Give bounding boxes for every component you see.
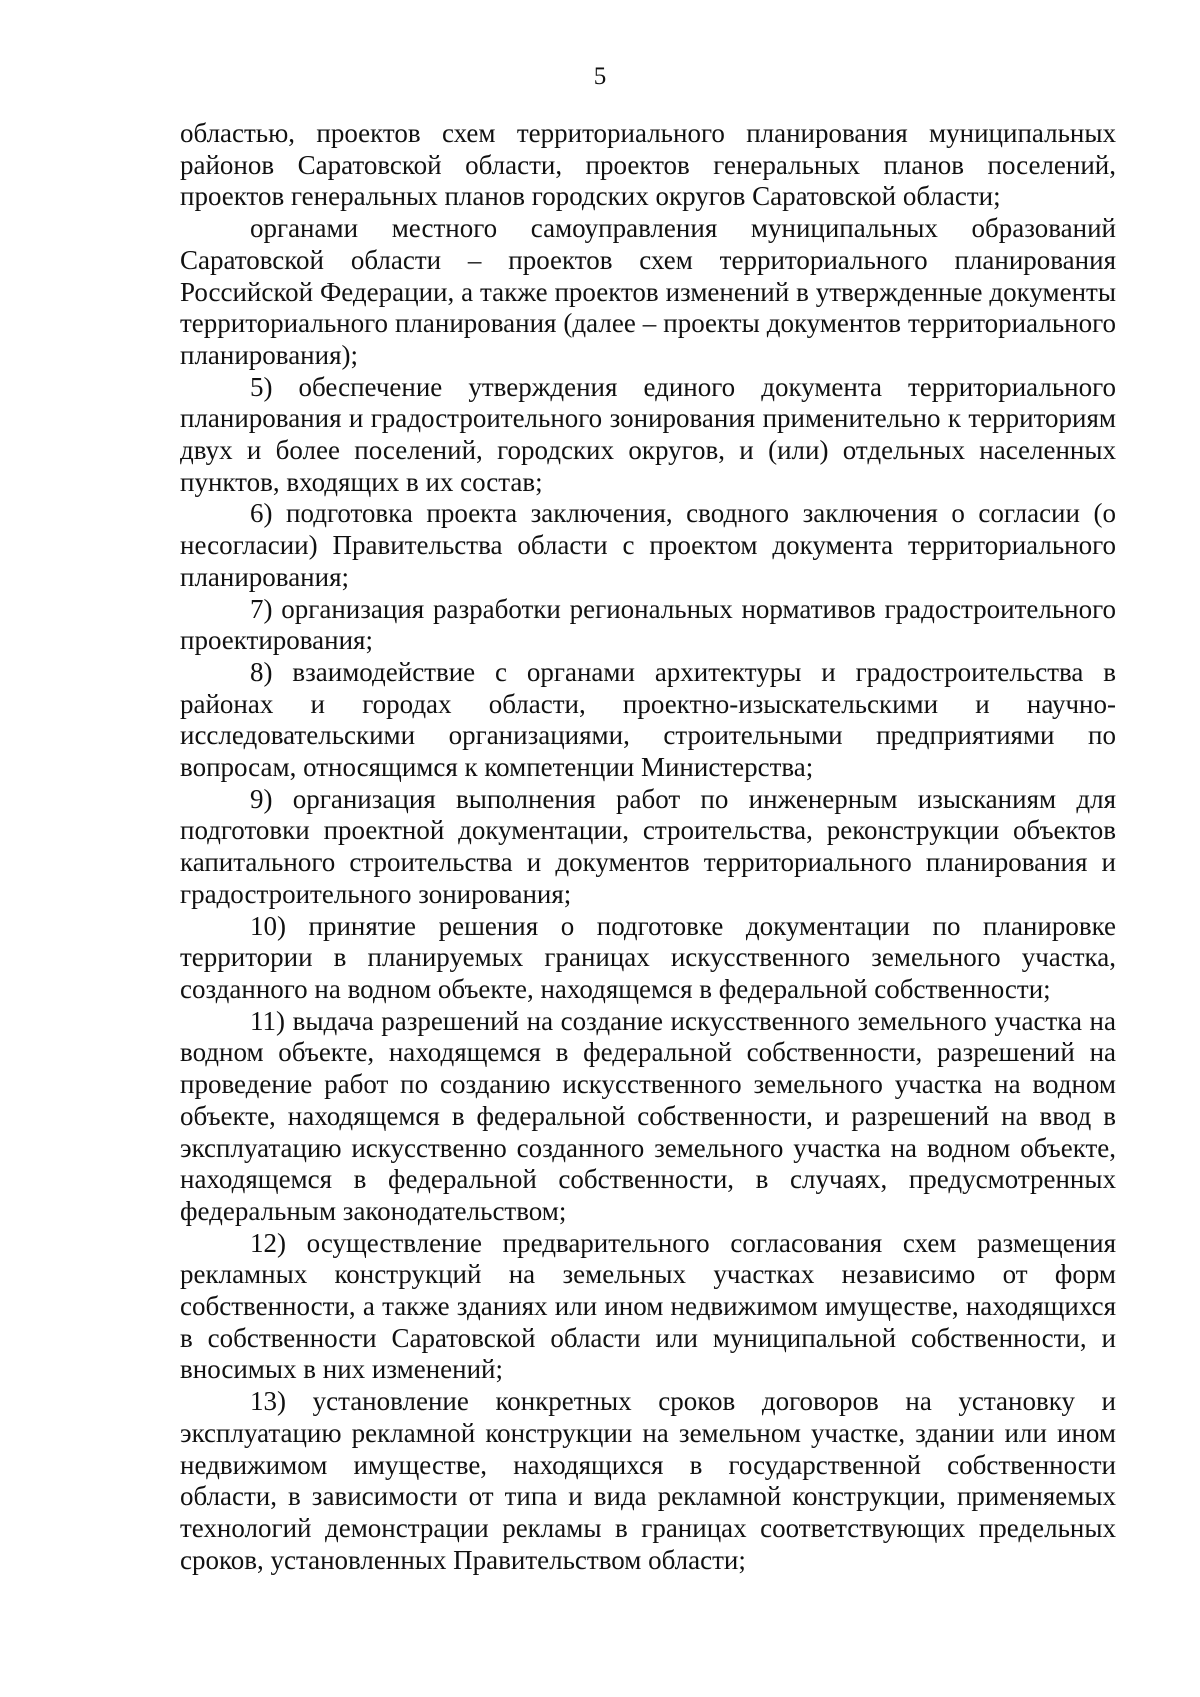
paragraph-item-11: 11) выдача разрешений на создание искусственного земельного участка на водном объекте, находящемся в федеральной собственности, разрешений на проведение работ по созданию искусственного земельного участка на водном объекте, находящемся в федеральной собственности, и разрешений на ввод в эксплуатацию искусственно созданного земельного участка на водном объекте, находящемся в федеральной собственности, в случаях, предусмотренных федеральным законодательством; [180, 1005, 1116, 1226]
paragraph-item-12: 12) осуществление предварительного согласования схем размещения рекламных конструкций на земельных участках независимо от форм собственности, а также зданиях или ином недвижимом имуществе, находящихся в собственности Саратовской области или муниципальной собственности, и вносимых в них изменений; [180, 1227, 1116, 1385]
page-number: 5 [593, 63, 607, 90]
paragraph-item-9: 9) организация выполнения работ по инженерным изысканиям для подготовки проектной документации, строительства, реконструкции объектов капитального строительства и документов территориального планирования и градостроительного зонирования; [180, 783, 1116, 909]
paragraph-item-13: 13) установление конкретных сроков договоров на установку и эксплуатацию рекламной конструкции на земельном участке, здании или ином недвижимом имуществе, находящихся в государственной собственности области, в зависимости от типа и вида рекламной конструкции, применяемых технологий демонстрации рекламы в границах соответствующих предельных сроков, установленных Правительством области; [180, 1386, 1116, 1575]
paragraph-local-authorities: органами местного самоуправления муниципальных образований Саратовской области – проектов схем территориального планирования Российской Федерации, а также проектов изменений в утвержденные документы территориального планирования (далее – проекты документов территориального планирования); [180, 213, 1116, 370]
paragraph-continuation: областью, проектов схем территориального планирования муниципальных районов Саратовской области, проектов генеральных планов поселений, проектов генеральных планов городских округов Саратовской области; [180, 118, 1116, 212]
paragraph-item-6: 6) подготовка проекта заключения, сводного заключения о согласии (о несогласии) Правительства области с проектом документа территориального планирования; [180, 498, 1116, 592]
paragraph-item-7: 7) организация разработки региональных нормативов градостроительного проектирования; [180, 593, 1116, 656]
paragraph-item-10: 10) принятие решения о подготовке документации по планировке территории в планируемых границах искусственного земельного участка, созданного на водном объекте, находящемся в федеральной собственности; [180, 910, 1116, 1004]
paragraph-item-8: 8) взаимодействие с органами архитектуры и градостроительства в районах и городах области, проектно-изыскательскими и научно-исследовательскими организациями, строительными предприятиями по вопросам, относящимся к компетенции Министерства; [180, 656, 1116, 783]
paragraph-item-5: 5) обеспечение утверждения единого документа территориального планирования и градостроительного зонирования применительно к территориям двух и более поселений, городских округов, и (или) отдельных населенных пунктов, входящих в их состав; [180, 371, 1116, 497]
document-body [180, 118, 1116, 1576]
